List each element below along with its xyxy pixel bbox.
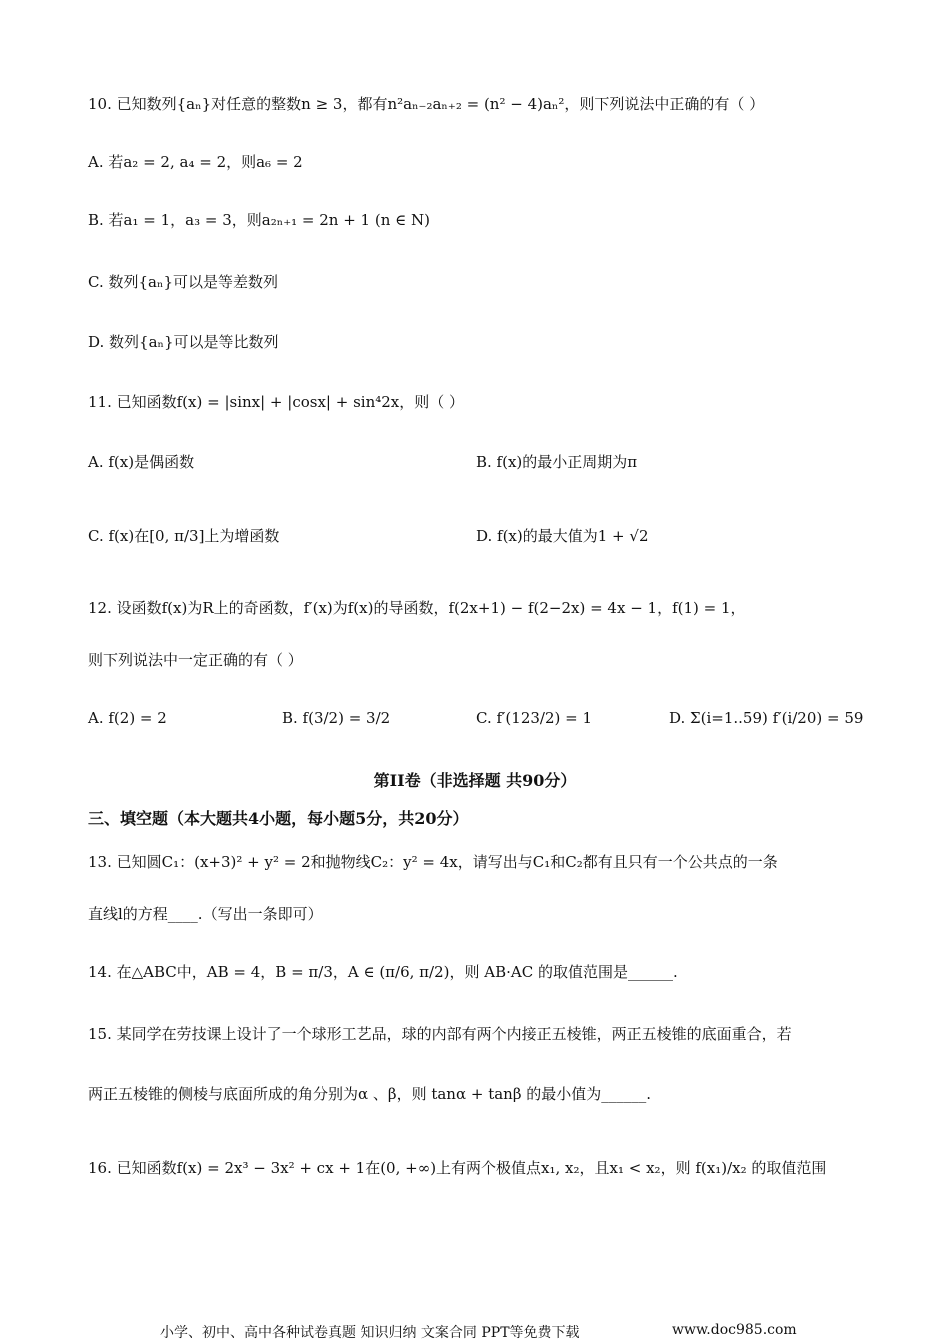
q10-option-a: A. 若a₂ = 2, a₄ = 2，则a₆ = 2 — [88, 153, 303, 171]
q11-option-c: C. f(x)在[0, π/3]上为增函数 — [88, 527, 280, 545]
q10-option-b: B. 若a₁ = 1，a₃ = 3，则a₂ₙ₊₁ = 2n + 1 (n ∈ N) — [88, 211, 430, 229]
q13-line2: 直线l的方程____.（写出一条即可） — [88, 905, 323, 923]
q11-stem: 11. 已知函数f(x) = |sinx| + |cosx| + sin⁴2x，则（ ） — [88, 393, 465, 411]
q12-option-c: C. f′(123/2) = 1 — [476, 709, 593, 727]
q12-option-b: B. f(3/2) = 3/2 — [282, 709, 391, 727]
q12-stem-continued: 则下列说法中一定正确的有（ ） — [88, 651, 303, 669]
q10-stem: 10. 已知数列{aₙ}对任意的整数n ≥ 3，都有n²aₙ₋₂aₙ₊₂ = (n² − 4)aₙ²，则下列说法中正确的有（ ） — [88, 95, 765, 113]
q10-option-d: D. 数列{aₙ}可以是等比数列 — [88, 333, 279, 351]
q12-option-a: A. f(2) = 2 — [88, 709, 167, 727]
q11-option-d: D. f(x)的最大值为1 + √2 — [476, 527, 649, 545]
q15-line1: 15. 某同学在劳技课上设计了一个球形工艺品，球的内部有两个内接正五棱锥，两正五棱锥的底面重合，若 — [88, 1025, 792, 1043]
q11-option-a: A. f(x)是偶函数 — [88, 453, 195, 471]
q15-line2: 两正五棱锥的侧棱与底面所成的角分别为α 、β，则 tanα + tanβ 的最小值为______. — [88, 1085, 652, 1103]
q16-line1: 16. 已知函数f(x) = 2x³ − 3x² + cx + 1在(0, +∞)上有两个极值点x₁, x₂，且x₁ < x₂，则 f(x₁)/x₂ 的取值范围 — [88, 1159, 827, 1177]
footer-site-link[interactable]: www.doc985.com — [672, 1322, 797, 1338]
section3-title: 三、填空题（本大题共4小题，每小题5分，共20分） — [88, 809, 469, 828]
q11-option-b: B. f(x)的最小正周期为π — [476, 453, 638, 471]
q12-stem: 12. 设函数f(x)为R上的奇函数，f′(x)为f(x)的导函数，f(2x+1) − f(2−2x) = 4x − 1，f(1) = 1， — [88, 599, 746, 617]
q14-line1: 14. 在△ABC中，AB = 4，B = π/3，A ∈ (π/6, π/2)，则 AB·AC 的取值范围是______. — [88, 963, 678, 981]
q12-option-d: D. Σ(i=1..59) f′(i/20) = 59 — [669, 709, 864, 727]
q10-option-c: C. 数列{aₙ}可以是等差数列 — [88, 273, 278, 291]
footer-text: 小学、初中、高中各种试卷真题 知识归纳 文案合同 PPT等免费下载 — [160, 1325, 580, 1341]
q13-line1: 13. 已知圆C₁：(x+3)² + y² = 2和抛物线C₂：y² = 4x，请写出与C₁和C₂都有且只有一个公共点的一条 — [88, 853, 778, 871]
section-title: 第II卷（非选择题 共90分） — [373, 771, 577, 790]
